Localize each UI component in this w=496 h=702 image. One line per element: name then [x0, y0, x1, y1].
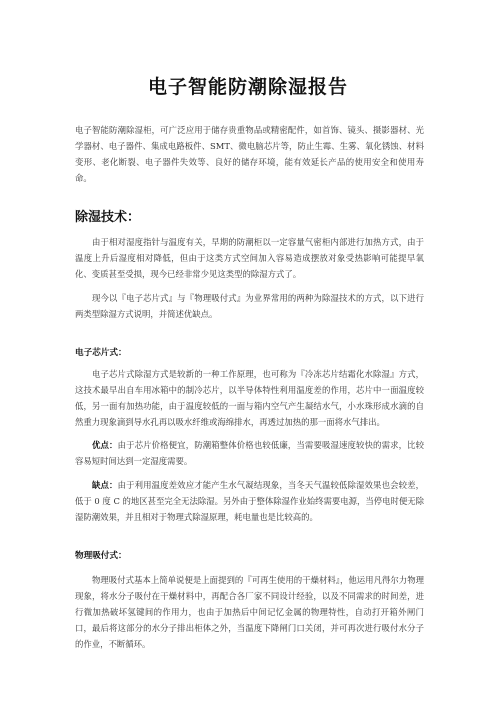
chip-cons [75, 477, 424, 525]
pros-label: 优点： [92, 440, 118, 450]
section-heading: 除湿技术： [75, 210, 141, 225]
cons-text: 由于利用温度差效应才能产生水气凝结现象，当冬天气温较低除湿效果也会较差，低于 0 度 C 的地区甚至完全无法除湿。另外由于整体除湿作业始终需要电源，当停电时便无除湿防潮效果，并且相对于物理式除湿原理，耗电量也是比较高的。 [75, 480, 425, 522]
chip-pros [75, 437, 424, 469]
section-paragraph-2: 现今以『电子芯片式』与『物理吸付式』为业界常用的两种为除湿技术的方式，以下进行两类型除湿方式说明，并简述优缺点。 [75, 293, 424, 319]
chip-heading: 电子芯片式： [75, 348, 127, 358]
section-paragraph-1: 由于相对湿度指针与温度有关，早期的防潮柜以一定容量气密柜内部进行加热方式，由于温度上升后湿度相对降低，但由于这类方式空间加入容易造成摆放对象受热影响可能提早氧化、变质甚至受损，现今已经非常少见这类型的除湿方式了。 [75, 237, 424, 279]
page-title: 电子智能防潮除湿报告 [147, 76, 348, 98]
physical-heading: 物理吸付式： [75, 551, 127, 561]
intro-paragraph: 电子智能防潮除湿柜，可广泛应用于储存贵重物品或精密配件，如首饰、镜头、摄影器材、光学器材、电子器件、集成电路板件、SMT、微电脑芯片等，防止生霉、生雾、氧化锈蚀、材料变形、老化断裂、电子器件失效等、良好的储存环境，能有效延长产品的使用安全和使用寿命。 [75, 125, 424, 183]
cons-label: 缺点： [92, 480, 118, 490]
physical-body: 物理吸付式基本上简单说便是上面提到的『可再生使用的干燥材料』，他运用凡得尔力物理现象，将水分子吸付在干燥材料中，再配合各厂家不同设计经验，以及不同需求的时间差，进行微加热破坏氢键间的作用力，也由于加热后中间记忆金属的物理特性，自动打开箱外闸门口，最后将这部分的水分子排出柜体之外，当温度下降闸门口关闭，并可再次进行吸付水分子的作业，不断循环。 [75, 575, 424, 649]
pros-text: 由于芯片价格便宜，防潮箱整体价格也较低廉，当需要吸湿速度较快的需求，比较容易短时间达到一定湿度需要。 [75, 440, 425, 466]
chip-body: 电子芯片式除湿方式是较新的一种工作原理，也可称为『冷冻芯片结霜化水除湿』方式，这技术最早出自车用冰箱中的制冷芯片，以半导体特性利用温度差的作用，芯片中一面温度较低，另一面有加热功能，由于温度较低的一面与箱内空气产生凝结水气，小水珠形成水滴的自然重力现象滴到导水孔再以吸水纤维或海绵排水，再透过加热的那一面将水气排出。 [75, 369, 424, 427]
